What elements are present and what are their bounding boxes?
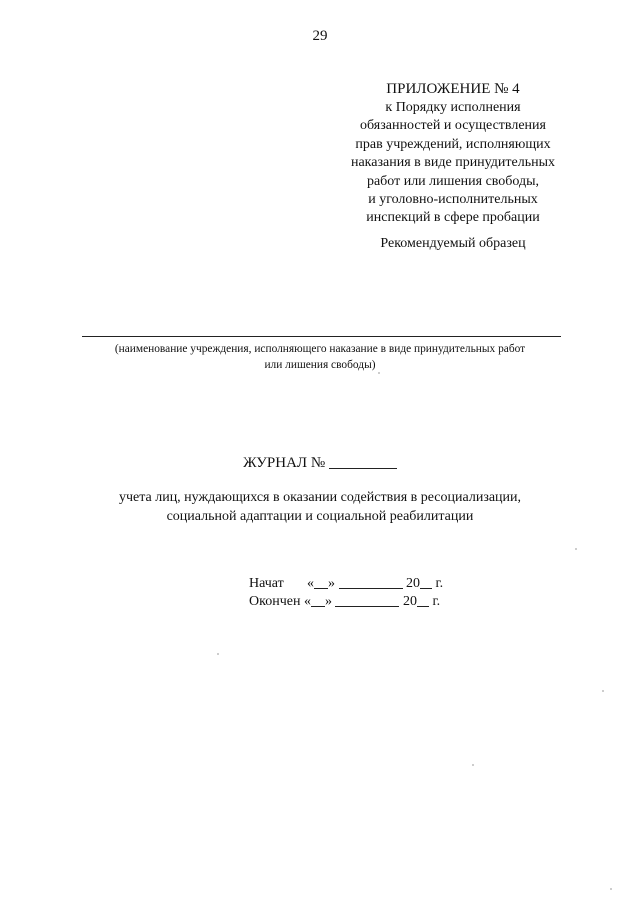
date-row-started: [249, 575, 443, 593]
institution-caption-line: (наименование учреждения, исполняющего наказание в виде принудительных работ: [114, 343, 526, 355]
day-blank: [314, 587, 328, 589]
month-blank: [339, 587, 403, 589]
appendix-line: обязанностей и осуществления: [360, 118, 546, 134]
day-blank: [311, 605, 325, 607]
quote-open: «: [303, 594, 311, 609]
journal-title: [0, 455, 640, 472]
journal-subtitle-line: социальной адаптации и социальной реабилитации: [166, 508, 474, 524]
journal-subtitle: [60, 489, 580, 526]
scan-speck: [602, 690, 604, 692]
month-blank: [335, 605, 399, 607]
year-prefix: 20: [402, 594, 417, 609]
year-blank: [420, 587, 432, 589]
started-label: Начат: [249, 576, 284, 591]
institution-caption-line: или лишения свободы): [264, 359, 376, 371]
journal-subtitle-line: учета лиц, нуждающихся в оказании содействия в ресоциализации,: [118, 490, 522, 505]
quote-close: »: [328, 576, 335, 591]
year-prefix: 20: [406, 576, 420, 591]
scan-speck: [610, 888, 612, 890]
appendix-line: к Порядку исполнения: [385, 100, 521, 115]
year-suffix: г.: [432, 594, 441, 609]
appendix-line: и уголовно-исполнительных: [368, 192, 538, 208]
dates-block: [249, 575, 443, 611]
appendix-block: [318, 80, 588, 228]
scan-speck: [378, 372, 380, 374]
sample-label: Рекомендуемый образец: [380, 236, 526, 251]
page-number: 29: [312, 28, 328, 44]
appendix-line: работ или лишения свободы,: [366, 173, 540, 189]
scan-speck: [472, 764, 474, 766]
institution-name-line: [82, 336, 561, 337]
appendix-line: инспекций в сфере пробации: [366, 210, 540, 226]
ended-label: Окончен: [249, 594, 301, 609]
quote-open: «: [307, 576, 314, 591]
year-blank: [417, 605, 429, 607]
quote-close: »: [324, 594, 332, 609]
appendix-line: наказания в виде принудительных: [350, 155, 556, 171]
journal-title-text: ЖУРНАЛ №: [243, 455, 326, 471]
institution-caption: [70, 341, 570, 373]
year-suffix: г.: [435, 576, 444, 591]
appendix-heading: ПРИЛОЖЕНИЕ № 4: [386, 81, 520, 97]
appendix-line: прав учреждений, исполняющих: [355, 136, 551, 152]
scan-speck: [575, 548, 577, 550]
journal-number-blank: [329, 467, 397, 469]
date-row-ended: [249, 593, 443, 611]
scan-speck: [217, 653, 219, 655]
